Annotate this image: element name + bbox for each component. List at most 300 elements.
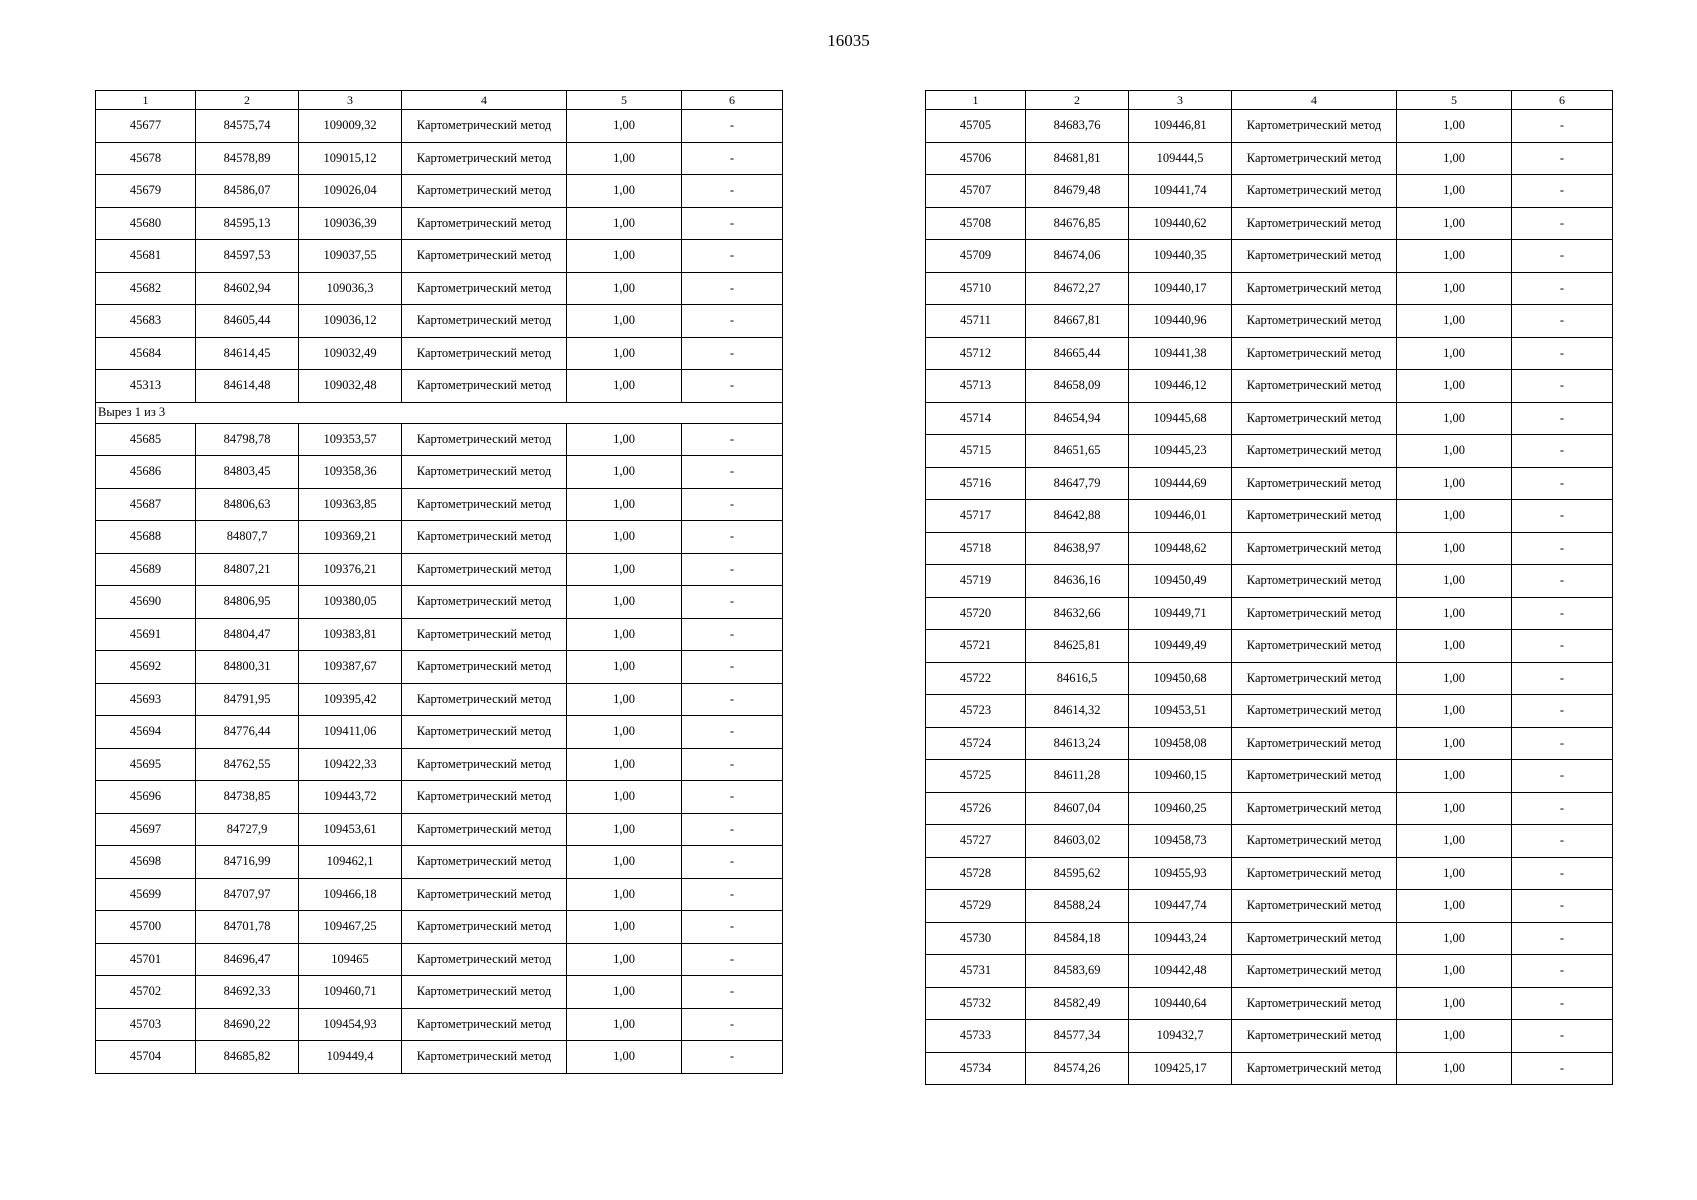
cell-method: Картометрический метод — [1232, 955, 1397, 988]
cell-x: 84588,24 — [1026, 890, 1129, 923]
header-row — [96, 91, 783, 110]
cell-point-number: 45728 — [926, 857, 1026, 890]
cell-description: - — [682, 553, 783, 586]
cell-x: 84716,99 — [196, 846, 299, 879]
table-row — [96, 813, 783, 846]
cell-description: - — [682, 370, 783, 403]
table-row — [926, 370, 1613, 403]
cell-description: - — [1512, 240, 1613, 273]
cell-accuracy: 1,00 — [1397, 955, 1512, 988]
cell-accuracy: 1,00 — [1397, 760, 1512, 793]
cell-x: 84574,26 — [1026, 1052, 1129, 1085]
cell-accuracy: 1,00 — [1397, 1020, 1512, 1053]
table-row — [926, 662, 1613, 695]
cell-description: - — [682, 846, 783, 879]
cell-accuracy: 1,00 — [567, 1008, 682, 1041]
cell-method: Картометрический метод — [1232, 695, 1397, 728]
cell-point-number: 45708 — [926, 207, 1026, 240]
cell-x: 84707,97 — [196, 878, 299, 911]
column-header-point-number: 1 — [96, 91, 196, 110]
table-row — [96, 586, 783, 619]
table-row — [926, 890, 1613, 923]
cell-x: 84692,33 — [196, 976, 299, 1009]
table-row — [926, 565, 1613, 598]
cell-point-number: 45697 — [96, 813, 196, 846]
cell-point-number: 45719 — [926, 565, 1026, 598]
cell-x: 84701,78 — [196, 911, 299, 944]
cell-point-number: 45691 — [96, 618, 196, 651]
column-header-method: 4 — [1232, 91, 1397, 110]
cell-method: Картометрический метод — [1232, 142, 1397, 175]
table-row — [96, 618, 783, 651]
cell-description: - — [1512, 955, 1613, 988]
cell-accuracy: 1,00 — [567, 878, 682, 911]
column-header-x: 2 — [1026, 91, 1129, 110]
cell-method: Картометрический метод — [402, 943, 567, 976]
cell-y: 109445,23 — [1129, 435, 1232, 468]
cell-y: 109455,93 — [1129, 857, 1232, 890]
cell-point-number: 45695 — [96, 748, 196, 781]
cell-method: Картометрический метод — [1232, 1020, 1397, 1053]
cell-y: 109466,18 — [299, 878, 402, 911]
cell-accuracy: 1,00 — [567, 175, 682, 208]
cell-point-number: 45698 — [96, 846, 196, 879]
cell-point-number: 45701 — [96, 943, 196, 976]
cell-method: Картометрический метод — [1232, 565, 1397, 598]
cell-accuracy: 1,00 — [1397, 305, 1512, 338]
table-row — [926, 1020, 1613, 1053]
cell-accuracy: 1,00 — [1397, 370, 1512, 403]
cell-method: Картометрический метод — [402, 142, 567, 175]
cell-accuracy: 1,00 — [567, 1041, 682, 1074]
cell-point-number: 45700 — [96, 911, 196, 944]
cell-method: Картометрический метод — [1232, 987, 1397, 1020]
cell-description: - — [682, 175, 783, 208]
table-row — [926, 500, 1613, 533]
cell-y: 109422,33 — [299, 748, 402, 781]
cell-description: - — [1512, 727, 1613, 760]
table-row — [96, 456, 783, 489]
cell-accuracy: 1,00 — [567, 370, 682, 403]
cell-point-number: 45681 — [96, 240, 196, 273]
cell-y: 109440,17 — [1129, 272, 1232, 305]
cell-y: 109440,35 — [1129, 240, 1232, 273]
cell-accuracy: 1,00 — [1397, 532, 1512, 565]
cell-x: 84613,24 — [1026, 727, 1129, 760]
cell-x: 84804,47 — [196, 618, 299, 651]
table-row — [926, 955, 1613, 988]
table-row — [926, 1052, 1613, 1085]
cell-x: 84607,04 — [1026, 792, 1129, 825]
cell-point-number: 45699 — [96, 878, 196, 911]
cell-description: - — [682, 305, 783, 338]
table-row — [926, 207, 1613, 240]
cell-method: Картометрический метод — [1232, 337, 1397, 370]
cell-method: Картометрический метод — [402, 370, 567, 403]
cell-y: 109026,04 — [299, 175, 402, 208]
cell-method: Картометрический метод — [1232, 402, 1397, 435]
cell-y: 109467,25 — [299, 911, 402, 944]
cell-y: 109460,15 — [1129, 760, 1232, 793]
cell-description: - — [1512, 662, 1613, 695]
table-row — [926, 825, 1613, 858]
cell-method: Картометрический метод — [402, 488, 567, 521]
cell-accuracy: 1,00 — [1397, 240, 1512, 273]
cell-y: 109395,42 — [299, 683, 402, 716]
cell-description: - — [1512, 922, 1613, 955]
cell-description: - — [1512, 305, 1613, 338]
cell-x: 84776,44 — [196, 716, 299, 749]
cell-accuracy: 1,00 — [1397, 922, 1512, 955]
cell-point-number: 45680 — [96, 207, 196, 240]
cell-y: 109411,06 — [299, 716, 402, 749]
column-header-accuracy: 5 — [1397, 91, 1512, 110]
cell-method: Картометрический метод — [1232, 662, 1397, 695]
cell-method: Картометрический метод — [402, 1008, 567, 1041]
cell-x: 84603,02 — [1026, 825, 1129, 858]
cell-x: 84595,62 — [1026, 857, 1129, 890]
cell-accuracy: 1,00 — [1397, 662, 1512, 695]
cell-point-number: 45731 — [926, 955, 1026, 988]
cell-accuracy: 1,00 — [567, 976, 682, 1009]
cell-point-number: 45684 — [96, 337, 196, 370]
cell-method: Картометрический метод — [1232, 792, 1397, 825]
cell-description: - — [1512, 142, 1613, 175]
cell-description: - — [682, 651, 783, 684]
cell-point-number: 45720 — [926, 597, 1026, 630]
column-header-description: 6 — [682, 91, 783, 110]
column-header-x: 2 — [196, 91, 299, 110]
cell-y: 109465 — [299, 943, 402, 976]
cell-x: 84807,7 — [196, 521, 299, 554]
cell-accuracy: 1,00 — [1397, 630, 1512, 663]
table-row — [926, 792, 1613, 825]
section-row — [96, 402, 783, 423]
cell-x: 84583,69 — [1026, 955, 1129, 988]
table-row — [926, 402, 1613, 435]
cell-y: 109443,24 — [1129, 922, 1232, 955]
cell-y: 109037,55 — [299, 240, 402, 273]
cell-description: - — [682, 618, 783, 651]
cell-description: - — [682, 423, 783, 456]
cell-description: - — [682, 911, 783, 944]
cell-description: - — [1512, 532, 1613, 565]
cell-y: 109036,3 — [299, 272, 402, 305]
table-row — [96, 911, 783, 944]
cell-method: Картометрический метод — [1232, 207, 1397, 240]
cell-description: - — [1512, 1020, 1613, 1053]
table-row — [96, 305, 783, 338]
cell-x: 84681,81 — [1026, 142, 1129, 175]
table-header — [926, 91, 1613, 110]
cell-point-number: 45723 — [926, 695, 1026, 728]
table-body — [926, 110, 1613, 1085]
cell-accuracy: 1,00 — [567, 240, 682, 273]
cell-accuracy: 1,00 — [1397, 565, 1512, 598]
cell-point-number: 45712 — [926, 337, 1026, 370]
cell-method: Картометрический метод — [1232, 630, 1397, 663]
cell-method: Картометрический метод — [402, 423, 567, 456]
cell-method: Картометрический метод — [1232, 532, 1397, 565]
table-row — [926, 305, 1613, 338]
cell-accuracy: 1,00 — [1397, 142, 1512, 175]
cell-method: Картометрический метод — [402, 272, 567, 305]
cell-y: 109440,96 — [1129, 305, 1232, 338]
cell-point-number: 45704 — [96, 1041, 196, 1074]
page-number: 16035 — [827, 31, 870, 50]
cell-method: Картометрический метод — [402, 716, 567, 749]
table-row — [926, 110, 1613, 143]
cell-x: 84614,32 — [1026, 695, 1129, 728]
cell-point-number: 45732 — [926, 987, 1026, 1020]
cell-x: 84803,45 — [196, 456, 299, 489]
cell-accuracy: 1,00 — [567, 748, 682, 781]
table-row — [96, 846, 783, 879]
cell-x: 84584,18 — [1026, 922, 1129, 955]
cell-accuracy: 1,00 — [1397, 1052, 1512, 1085]
cell-x: 84690,22 — [196, 1008, 299, 1041]
cell-point-number: 45718 — [926, 532, 1026, 565]
cell-x: 84806,63 — [196, 488, 299, 521]
cell-description: - — [1512, 987, 1613, 1020]
table-row — [96, 651, 783, 684]
cell-y: 109443,72 — [299, 781, 402, 814]
cell-y: 109454,93 — [299, 1008, 402, 1041]
cell-description: - — [682, 976, 783, 1009]
cell-x: 84614,45 — [196, 337, 299, 370]
cell-x: 84578,89 — [196, 142, 299, 175]
cell-method: Картометрический метод — [1232, 922, 1397, 955]
cell-method: Картометрический метод — [1232, 467, 1397, 500]
table-row — [96, 142, 783, 175]
cell-x: 84738,85 — [196, 781, 299, 814]
cell-description: - — [682, 586, 783, 619]
cell-y: 109432,7 — [1129, 1020, 1232, 1053]
cell-description: - — [682, 272, 783, 305]
cell-y: 109441,38 — [1129, 337, 1232, 370]
cell-point-number: 45687 — [96, 488, 196, 521]
cell-point-number: 45693 — [96, 683, 196, 716]
table-row — [96, 175, 783, 208]
coordinates-table-left — [95, 90, 783, 1074]
cell-description: - — [682, 207, 783, 240]
cell-method: Картометрический метод — [1232, 857, 1397, 890]
cell-accuracy: 1,00 — [1397, 987, 1512, 1020]
cell-point-number: 45686 — [96, 456, 196, 489]
table-row — [96, 521, 783, 554]
cell-y: 109353,57 — [299, 423, 402, 456]
cell-point-number: 45683 — [96, 305, 196, 338]
cell-x: 84611,28 — [1026, 760, 1129, 793]
table-body — [96, 110, 783, 1074]
table-row — [926, 337, 1613, 370]
cell-method: Картометрический метод — [1232, 597, 1397, 630]
cell-description: - — [682, 1041, 783, 1074]
cell-point-number: 45713 — [926, 370, 1026, 403]
cell-x: 84597,53 — [196, 240, 299, 273]
cell-point-number: 45690 — [96, 586, 196, 619]
cell-description: - — [1512, 500, 1613, 533]
cell-x: 84636,16 — [1026, 565, 1129, 598]
cell-x: 84683,76 — [1026, 110, 1129, 143]
table-row — [926, 142, 1613, 175]
cell-y: 109446,12 — [1129, 370, 1232, 403]
table-row — [926, 760, 1613, 793]
cell-y: 109462,1 — [299, 846, 402, 879]
cell-method: Картометрический метод — [402, 976, 567, 1009]
cell-method: Картометрический метод — [402, 618, 567, 651]
table-row — [96, 423, 783, 456]
table-row — [926, 727, 1613, 760]
cell-point-number: 45706 — [926, 142, 1026, 175]
cell-x: 84658,09 — [1026, 370, 1129, 403]
cell-description: - — [1512, 370, 1613, 403]
cell-y: 109441,74 — [1129, 175, 1232, 208]
cell-x: 84586,07 — [196, 175, 299, 208]
cell-point-number: 45722 — [926, 662, 1026, 695]
cell-y: 109442,48 — [1129, 955, 1232, 988]
cell-x: 84582,49 — [1026, 987, 1129, 1020]
table-header — [96, 91, 783, 110]
cell-point-number: 45703 — [96, 1008, 196, 1041]
cell-point-number: 45729 — [926, 890, 1026, 923]
cell-description: - — [1512, 402, 1613, 435]
cell-point-number: 45717 — [926, 500, 1026, 533]
cell-point-number: 45721 — [926, 630, 1026, 663]
cell-x: 84685,82 — [196, 1041, 299, 1074]
cell-x: 84665,44 — [1026, 337, 1129, 370]
cell-accuracy: 1,00 — [567, 521, 682, 554]
cell-accuracy: 1,00 — [567, 488, 682, 521]
cell-method: Картометрический метод — [402, 305, 567, 338]
cell-description: - — [682, 110, 783, 143]
cell-point-number: 45714 — [926, 402, 1026, 435]
cell-point-number: 45705 — [926, 110, 1026, 143]
cell-method: Картометрический метод — [1232, 305, 1397, 338]
cell-y: 109449,49 — [1129, 630, 1232, 663]
cell-point-number: 45682 — [96, 272, 196, 305]
cell-y: 109444,69 — [1129, 467, 1232, 500]
cell-x: 84676,85 — [1026, 207, 1129, 240]
cell-y: 109380,05 — [299, 586, 402, 619]
table-row — [926, 240, 1613, 273]
cell-accuracy: 1,00 — [1397, 597, 1512, 630]
cell-x: 84798,78 — [196, 423, 299, 456]
cell-point-number: 45724 — [926, 727, 1026, 760]
cell-accuracy: 1,00 — [1397, 402, 1512, 435]
cell-accuracy: 1,00 — [567, 110, 682, 143]
cell-description: - — [1512, 630, 1613, 663]
table-row — [96, 976, 783, 1009]
cell-accuracy: 1,00 — [567, 846, 682, 879]
cell-description: - — [682, 683, 783, 716]
table-row — [96, 553, 783, 586]
cell-x: 84614,48 — [196, 370, 299, 403]
cell-description: - — [1512, 207, 1613, 240]
cell-point-number: 45711 — [926, 305, 1026, 338]
cell-point-number: 45677 — [96, 110, 196, 143]
cell-x: 84642,88 — [1026, 500, 1129, 533]
cell-x: 84696,47 — [196, 943, 299, 976]
cell-y: 109446,01 — [1129, 500, 1232, 533]
table-row — [96, 683, 783, 716]
cell-y: 109453,61 — [299, 813, 402, 846]
cell-method: Картометрический метод — [402, 878, 567, 911]
cell-method: Картометрический метод — [402, 175, 567, 208]
cell-point-number: 45694 — [96, 716, 196, 749]
cell-method: Картометрический метод — [402, 813, 567, 846]
cell-point-number: 45725 — [926, 760, 1026, 793]
cell-y: 109383,81 — [299, 618, 402, 651]
cell-description: - — [1512, 890, 1613, 923]
cell-accuracy: 1,00 — [567, 586, 682, 619]
cell-method: Картометрический метод — [402, 651, 567, 684]
cell-point-number: 45688 — [96, 521, 196, 554]
cell-description: - — [1512, 467, 1613, 500]
cell-accuracy: 1,00 — [567, 272, 682, 305]
cell-method: Картометрический метод — [402, 683, 567, 716]
cell-y: 109015,12 — [299, 142, 402, 175]
cell-description: - — [1512, 825, 1613, 858]
table-row — [926, 597, 1613, 630]
cell-accuracy: 1,00 — [1397, 825, 1512, 858]
cell-accuracy: 1,00 — [1397, 857, 1512, 890]
cell-accuracy: 1,00 — [1397, 792, 1512, 825]
cell-accuracy: 1,00 — [1397, 272, 1512, 305]
cell-method: Картометрический метод — [402, 781, 567, 814]
cell-description: - — [1512, 565, 1613, 598]
table-row — [96, 716, 783, 749]
cell-y: 109449,4 — [299, 1041, 402, 1074]
cell-description: - — [1512, 597, 1613, 630]
cell-accuracy: 1,00 — [1397, 207, 1512, 240]
cell-method: Картометрический метод — [402, 748, 567, 781]
cell-description: - — [1512, 175, 1613, 208]
cell-accuracy: 1,00 — [1397, 435, 1512, 468]
cell-method: Картометрический метод — [1232, 435, 1397, 468]
cell-description: - — [1512, 435, 1613, 468]
table-row — [96, 878, 783, 911]
cell-description: - — [682, 456, 783, 489]
cell-y: 109450,49 — [1129, 565, 1232, 598]
cell-description: - — [682, 781, 783, 814]
cell-point-number: 45733 — [926, 1020, 1026, 1053]
coordinates-table-right — [925, 90, 1613, 1085]
cell-description: - — [1512, 857, 1613, 890]
cell-y: 109032,49 — [299, 337, 402, 370]
cell-x: 84667,81 — [1026, 305, 1129, 338]
column-header-y: 3 — [299, 91, 402, 110]
cell-point-number: 45696 — [96, 781, 196, 814]
table-row — [96, 1008, 783, 1041]
cell-x: 84632,66 — [1026, 597, 1129, 630]
table-row — [926, 467, 1613, 500]
cell-method: Картометрический метод — [1232, 110, 1397, 143]
cell-accuracy: 1,00 — [567, 618, 682, 651]
cell-method: Картометрический метод — [402, 207, 567, 240]
cell-point-number: 45702 — [96, 976, 196, 1009]
cell-description: - — [1512, 695, 1613, 728]
column-header-description: 6 — [1512, 91, 1613, 110]
cell-accuracy: 1,00 — [567, 683, 682, 716]
cell-point-number: 45707 — [926, 175, 1026, 208]
cell-y: 109032,48 — [299, 370, 402, 403]
cell-description: - — [682, 813, 783, 846]
cell-accuracy: 1,00 — [567, 423, 682, 456]
cell-description: - — [682, 142, 783, 175]
cell-y: 109363,85 — [299, 488, 402, 521]
cell-point-number: 45313 — [96, 370, 196, 403]
